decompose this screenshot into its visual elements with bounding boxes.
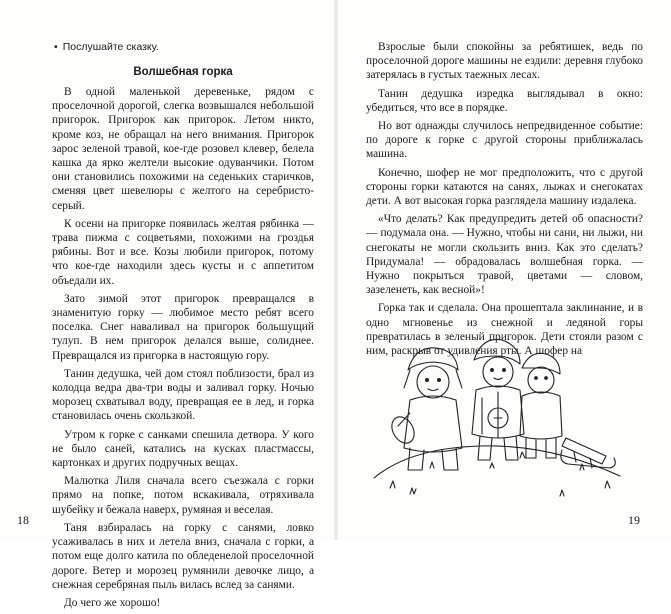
right-page-column bbox=[366, 40, 643, 362]
page-number-right: 19 bbox=[628, 513, 640, 527]
instruction bbox=[54, 40, 314, 54]
paragraph: Горка так и сделала. Она прошептала заклинание, и в одно мгновенье из снежной и ледяной горы превратилась в зеленый пригорок. Дети стояли разом с ним, раскрыв от удивления рты. А шофер на bbox=[366, 302, 643, 358]
left-page-column bbox=[52, 40, 314, 614]
left-page bbox=[0, 0, 336, 609]
paragraph: Танин дедушка, чей дом стоял поблизости, брал из колодца ведра два-три воды и заливал горку. Ночью морозец схватывал воду, превращая ее в лед, и горка становилась очень скользкой. bbox=[52, 367, 314, 423]
paragraph: Взрослые были спокойны за ребятишек, ведь по проселочной дороге машины не ездили: деревня глубоко затерялась в густых таежных лесах. bbox=[366, 41, 643, 82]
child-right bbox=[520, 353, 562, 458]
instruction-text: Послушайте сказку. bbox=[62, 41, 159, 53]
story-title: Волшебная горка bbox=[133, 66, 233, 78]
paragraph: Конечно, шофер не мог предположить, что с другой стороны горки катаются на санях, лыжах и снегокатах дети. А вот высокая горка разглядела машину издалека. bbox=[366, 166, 643, 208]
child-left bbox=[387, 348, 462, 470]
paragraph: Малютка Лиля сначала всего съезжала с горки прямо на попке, потом вскакивала, отряхивала шубейку и бежала наверх, румяная и веселая. bbox=[52, 475, 314, 516]
paragraph: Зато зимой этот пригорок превращался в знаменитую горку — любимое место ребят всего поселка. Снег наваливал на пригорок большущий тулуп. В нем пригорок делался выше, солиднее. Превращался из пригорка в настоящую гору. bbox=[52, 292, 314, 362]
bullet-icon: • bbox=[54, 41, 58, 53]
paragraph: Но вот однажды случилось непредвиденное событие: по дороге к горке с другой стороны приближалась машина. bbox=[366, 120, 643, 161]
right-page bbox=[336, 0, 671, 540]
paragraph: В одной маленькой деревеньке, рядом с проселочной дорогой, слегка возвышался небольшой пригорок. Пригорок как пригорок. Летом никто, кроме коз, не обращал на него внимания. Пригорок зарос зеленой травой, кое-где розовел клевер, белела кашка да ярко желтели высокие одуванчики. Потом они становились похожими на седеньких старичков, сменяя цвет шевелюры с желтого на серебристо-серый. bbox=[52, 86, 314, 212]
children-on-hill-illustration bbox=[370, 318, 625, 506]
paragraph: «Что делать? Как предупредить детей об опасности? — подумала она. — Нужно, чтобы ни сани, ни лыжи, ни снегокаты не могли скользить вниз. Как это сделать? Придумала! — обрадовалась волшебная горка. — Нужно покрыться травой, цветами — словом, зазеленеть, как весной»! bbox=[366, 213, 643, 297]
paragraph: Танин дедушка изредка выглядывал в окно: убедиться, что все в порядке. bbox=[366, 87, 643, 114]
hill-outline bbox=[374, 446, 620, 478]
paragraph: Утром к горке с санками спешила детвора. У кого не было саней, катались на кусках пластмассы, картонках и других подручных вещах. bbox=[52, 428, 314, 470]
page-number-left: 18 bbox=[17, 513, 29, 527]
paragraph: До чего же хорошо! bbox=[64, 596, 161, 609]
child-middle bbox=[472, 339, 524, 460]
paragraph: К осени на пригорке появилась желтая рябинка — трава пижма с соцветьями, похожими на гроздья рябины. Вот и все. Козы любили пригорок, потому что кое-где находили здесь кусты и с аппетитом объедали их. bbox=[52, 217, 314, 287]
paragraph: Таня взбиралась на горку с санями, ловко усаживалась в них и летела вниз, сначала с горки, а потом еще долго катила по обледенелой проселочной дороге. Ветер и морозец румянили девочке лицо, а снежная серебряная пыль вилась вслед за санями. bbox=[52, 521, 314, 591]
